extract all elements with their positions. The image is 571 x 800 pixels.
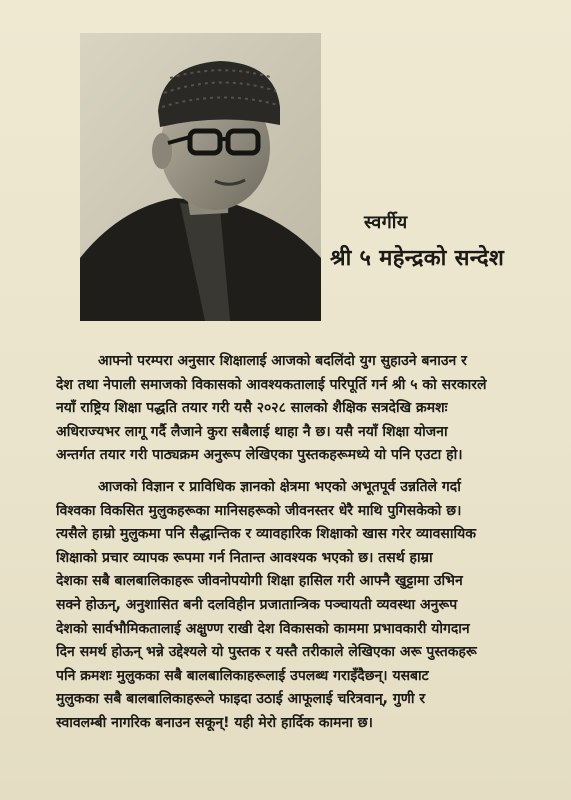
text-line: शिक्षाको प्रचार व्यापक रूपमा गर्न नितान्त आवश्यक भएको छ। तसर्थ हाम्रा xyxy=(56,549,433,566)
text-line: स्वावलम्बी नागरिक बनाउन सकून्! यही मेरो हार्दिक कामना छ। xyxy=(56,714,373,731)
text-line: देश तथा नेपाली समाजको विकासको आवश्यकतालाई परिपूर्ति गर्न श्री ५ को सरकारले xyxy=(56,376,487,393)
page-title: श्री ५ महेन्द्रको सन्देश xyxy=(330,246,505,271)
text-line: अधिराज्यभर लागू गर्दै लैजाने कुरा सबैलाई थाहा नै छ। यसै नयाँ शिक्षा योजना xyxy=(56,423,448,440)
text-line: देशका सबै बालबालिकाहरू जीवनोपयोगी शिक्षा हासिल गरी आफ्नै खुट्टामा उभिन xyxy=(56,573,463,590)
text-line: आफ्नो परम्परा अनुसार शिक्षालाई आजको बदलिंदो युग सुहाउने बनाउन र xyxy=(98,353,467,369)
message-heading xyxy=(330,210,560,272)
text-line: सक्ने होऊन्, अनुशासित बनी दलविहीन प्रजातान्त्रिक पञ्चायती व्यवस्था अनुरूप xyxy=(56,596,458,613)
text-line: पनि क्रमशः मुलुकका सबै बालबालिकाहरूलाई उपलब्ध गराइँदैछन्। यसबाट xyxy=(56,667,429,684)
paragraph-2 xyxy=(56,476,556,736)
message-body xyxy=(56,350,556,736)
text-line: देशको सार्वभौमिकतालाई अक्षुण्ण राखी देश विकासको काममा प्रभावकारी योगदान xyxy=(56,620,470,637)
text-line: नयाँ राष्ट्रिय शिक्षा पद्धति तयार गरी यसै २०२८ सालको शैक्षिक सत्रदेखि क्रमशः xyxy=(56,400,448,417)
heading-prefix: स्वर्गीय xyxy=(364,212,408,233)
text-line: त्यसैले हाम्रो मुलुकमा पनि सैद्धान्तिक र व्यावहारिक शिक्षाको खास गरेर व्यावसायिक xyxy=(56,526,477,543)
text-line: आजको विज्ञान र प्राविधिक ज्ञानको क्षेत्रमा भएको अभूतपूर्व उन्नतिले गर्दा xyxy=(98,478,461,495)
portrait-photo xyxy=(80,33,321,321)
text-line: विश्वका विकसित मुलुकहरूका मानिसहरूको जीवनस्तर धेरै माथि पुगिसकेको छ। xyxy=(56,502,462,519)
text-line: अन्तर्गत तयार गरी पाठ्यक्रम अनुरूप लेखिएका पुस्तकहरूमध्ये यो पनि एउटा हो। xyxy=(56,447,463,464)
paragraph-1 xyxy=(56,350,556,468)
text-line: मुलुकका सबै बालबालिकाहरूले फाइदा उठाई आफूलाई चरित्रवान्, गुणी र xyxy=(56,691,426,708)
text-line: दिन समर्थ होऊन् भन्ने उद्देश्यले यो पुस्तक र यस्तै तरीकाले लेखिएका अरू पुस्तकहरू xyxy=(56,644,477,661)
